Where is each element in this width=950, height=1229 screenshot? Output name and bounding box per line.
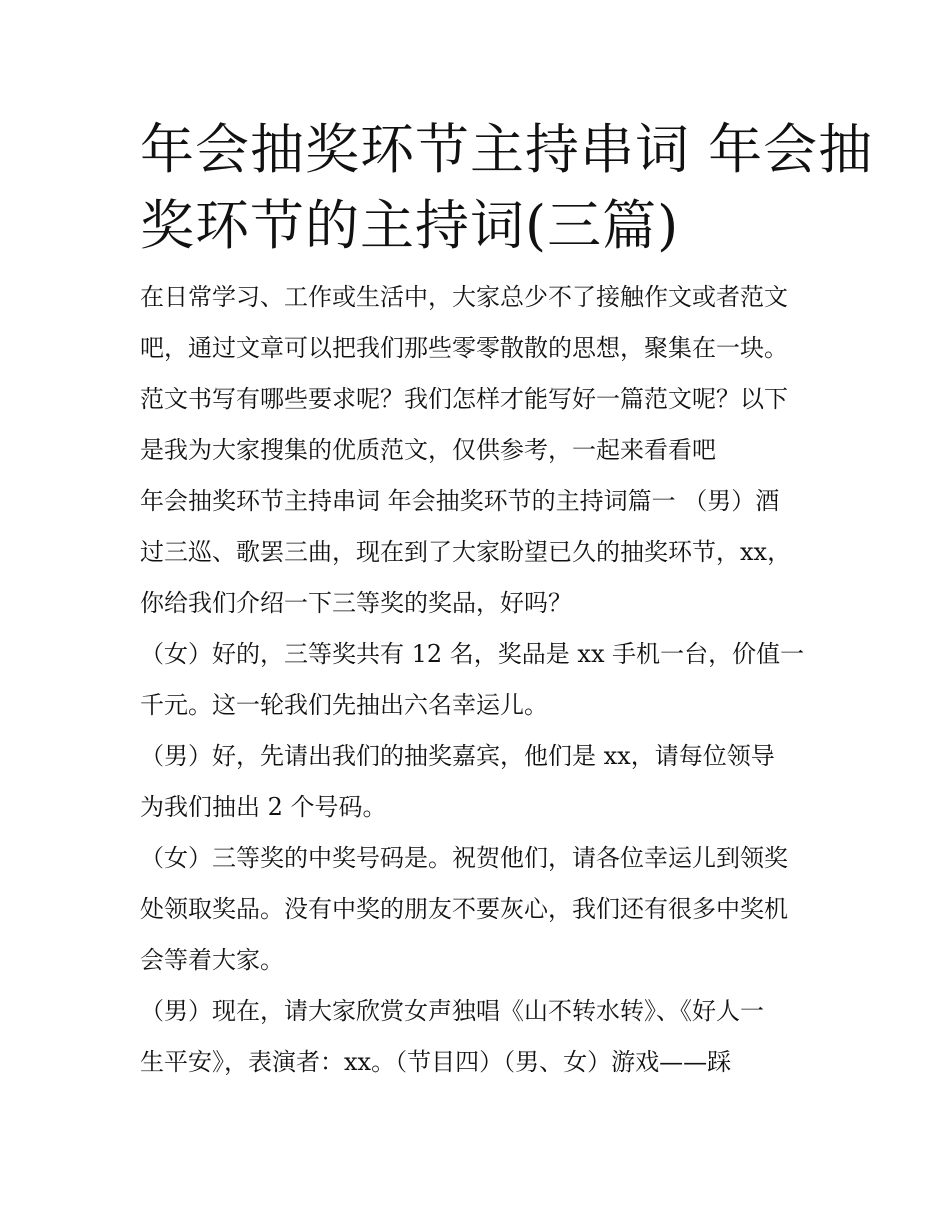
paragraph-male-1 (140, 731, 820, 833)
text-line: 为我们抽出 2 个号码。 (140, 793, 387, 821)
document-body (140, 272, 820, 1088)
text-line: 过三巡、歌罢三曲，现在到了大家盼望已久的抽奖环节，xx， (140, 538, 792, 566)
title-line: 奖环节的主持词(三篇) (140, 194, 680, 257)
paragraph-intro (140, 272, 820, 476)
text-line: （女）三等奖的中奖号码是。祝贺他们，请各位幸运儿到领奖 (140, 844, 788, 872)
text-line: 年会抽奖环节主持串词 年会抽奖环节的主持词篇一 （男）酒 (140, 487, 780, 515)
text-line: 处领取奖品。没有中奖的朋友不要灰心，我们还有很多中奖机 (140, 895, 788, 923)
text-line: 吧，通过文章可以把我们那些零零散散的思想，聚集在一块。 (140, 334, 788, 362)
text-line: （男）现在，请大家欣赏女声独唱《山不转水转》、《好人一 (140, 997, 764, 1025)
title-line: 年会抽奖环节主持串词 年会抽 (140, 118, 874, 181)
text-line: （女）好的，三等奖共有 12 名，奖品是 xx 手机一台，价值一 (140, 640, 805, 668)
text-line: （男）好，先请出我们的抽奖嘉宾，他们是 xx，请每位领导 (140, 742, 775, 770)
paragraph-female-2 (140, 833, 820, 986)
text-line: 会等着大家。 (140, 946, 284, 974)
paragraph-male-2 (140, 986, 820, 1088)
paragraph-female-1 (140, 629, 820, 731)
paragraph-part-one (140, 476, 820, 629)
text-line: 是我为大家搜集的优质范文，仅供参考，一起来看看吧 (140, 436, 716, 464)
text-line: 生平安》，表演者：xx。（节目四）（男、女）游戏——踩 (140, 1048, 732, 1076)
text-line: 范文书写有哪些要求呢？我们怎样才能写好一篇范文呢？以下 (140, 385, 788, 413)
text-line: 你给我们介绍一下三等奖的奖品，好吗？ (140, 589, 572, 617)
text-line: 千元。这一轮我们先抽出六名幸运儿。 (140, 691, 548, 719)
document-title (140, 112, 874, 264)
text-line: 在日常学习、工作或生活中，大家总少不了接触作文或者范文 (140, 283, 788, 311)
